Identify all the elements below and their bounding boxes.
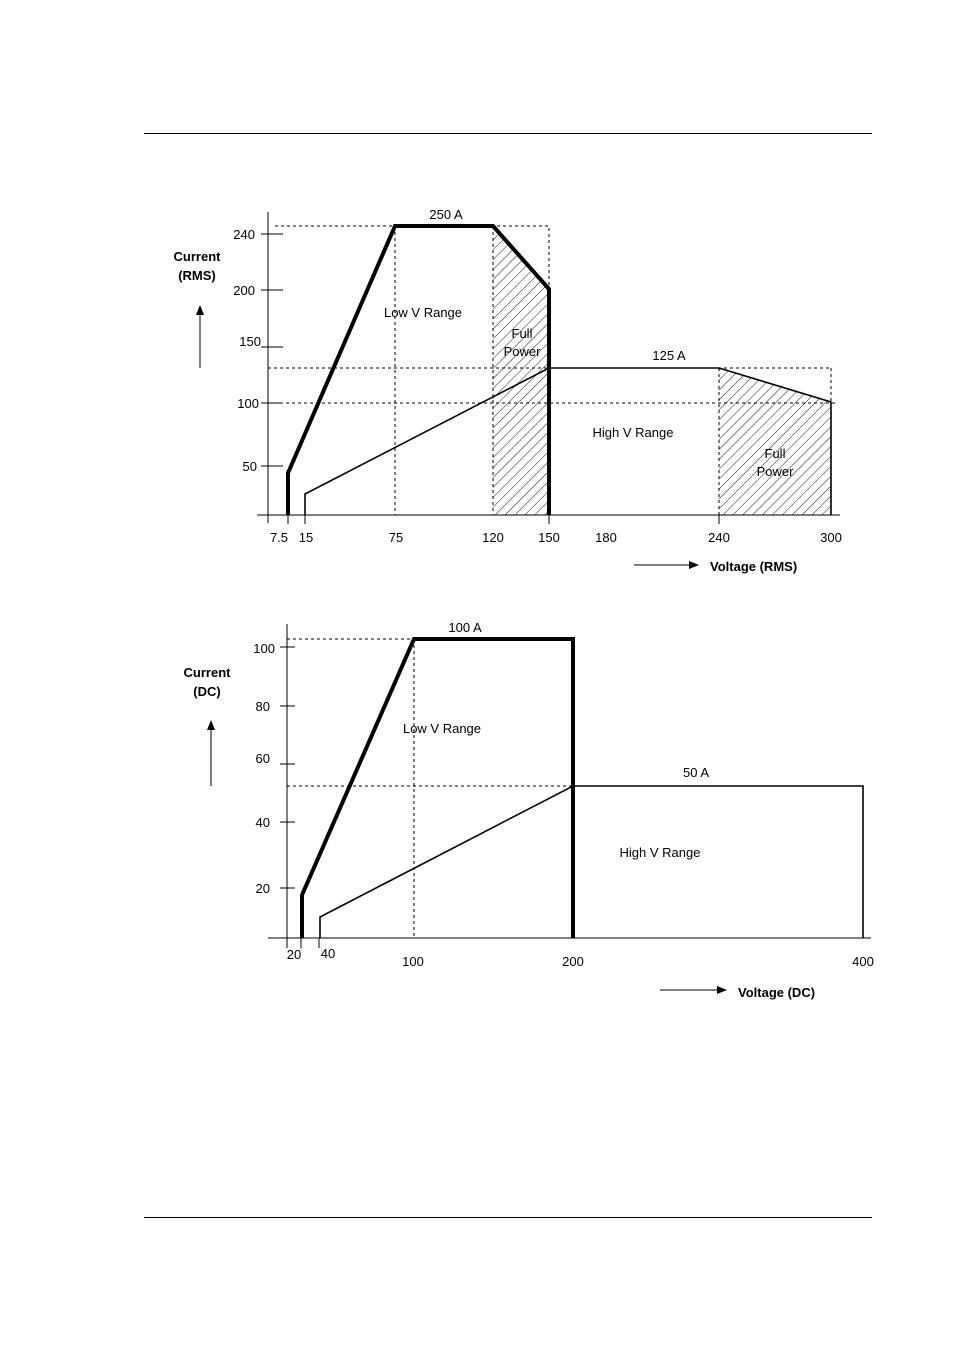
dc-x-tick-20: 20 [286,947,302,962]
footer-rule [144,1217,872,1218]
dc-label-50a: 50 A [682,765,710,780]
ac-label-125a: 125 A [652,348,686,363]
ac-x-tick-75: 75 [388,530,404,545]
ac-y-tick-100: 100 [237,396,259,411]
ac-label-full-power-2a: Full [764,446,786,461]
dc-label-100a: 100 A [448,620,482,635]
ac-y-tick-240: 240 [233,227,255,242]
dc-y-tick-80: 80 [255,699,270,714]
dc-x-ticks [301,938,319,948]
dc-y-tick-40: 40 [255,815,270,830]
ac-y-tick-200: 200 [233,283,255,298]
ac-label-full-power-1a: Full [511,326,533,341]
ac-x-tick-15: 15 [298,530,314,545]
dc-y-tick-100: 100 [253,641,275,656]
ac-x-tick-180: 180 [595,530,617,545]
ac-y-tick-50: 50 [242,459,257,474]
dc-y-label-line1: Current [183,665,231,680]
dc-x-tick-400: 400 [852,954,874,969]
ac-x-tick-150: 150 [538,530,560,545]
dc-x-tick-40: 40 [320,946,336,961]
dc-y-label-line2: (DC) [193,684,221,699]
ac-label-high-v-range: High V Range [592,425,674,440]
dc-series-low-v-range [302,639,573,938]
ac-label-full-power-1b: Power [503,344,541,359]
dc-x-label: Voltage (DC) [738,985,816,1000]
ac-x-tick-120: 120 [482,530,504,545]
ac-x-label: Voltage (RMS) [710,559,798,574]
dc-label-low-v-range: Low V Range [402,721,482,736]
ac-x-tick-240: 240 [708,530,730,545]
dc-y-tick-60: 60 [255,751,270,766]
ac-y-tick-150: 150 [239,334,261,349]
ac-label-low-v-range: Low V Range [383,305,463,320]
ac-label-full-power-2b: Power [756,464,794,479]
ac-y-label-line2: (RMS) [178,268,216,283]
ac-x-tick-300: 300 [820,530,842,545]
dc-x-tick-100: 100 [402,954,424,969]
ac-x-tick-7.5: 7.5 [269,530,289,545]
ac-label-250a: 250 A [429,207,463,222]
dc-series-high-v-range [320,786,863,938]
dc-x-tick-200: 200 [562,954,584,969]
ac-y-label-line1: Current [173,249,221,264]
dc-y-tick-20: 20 [255,881,270,896]
dc-label-high-v-range: High V Range [619,845,701,860]
